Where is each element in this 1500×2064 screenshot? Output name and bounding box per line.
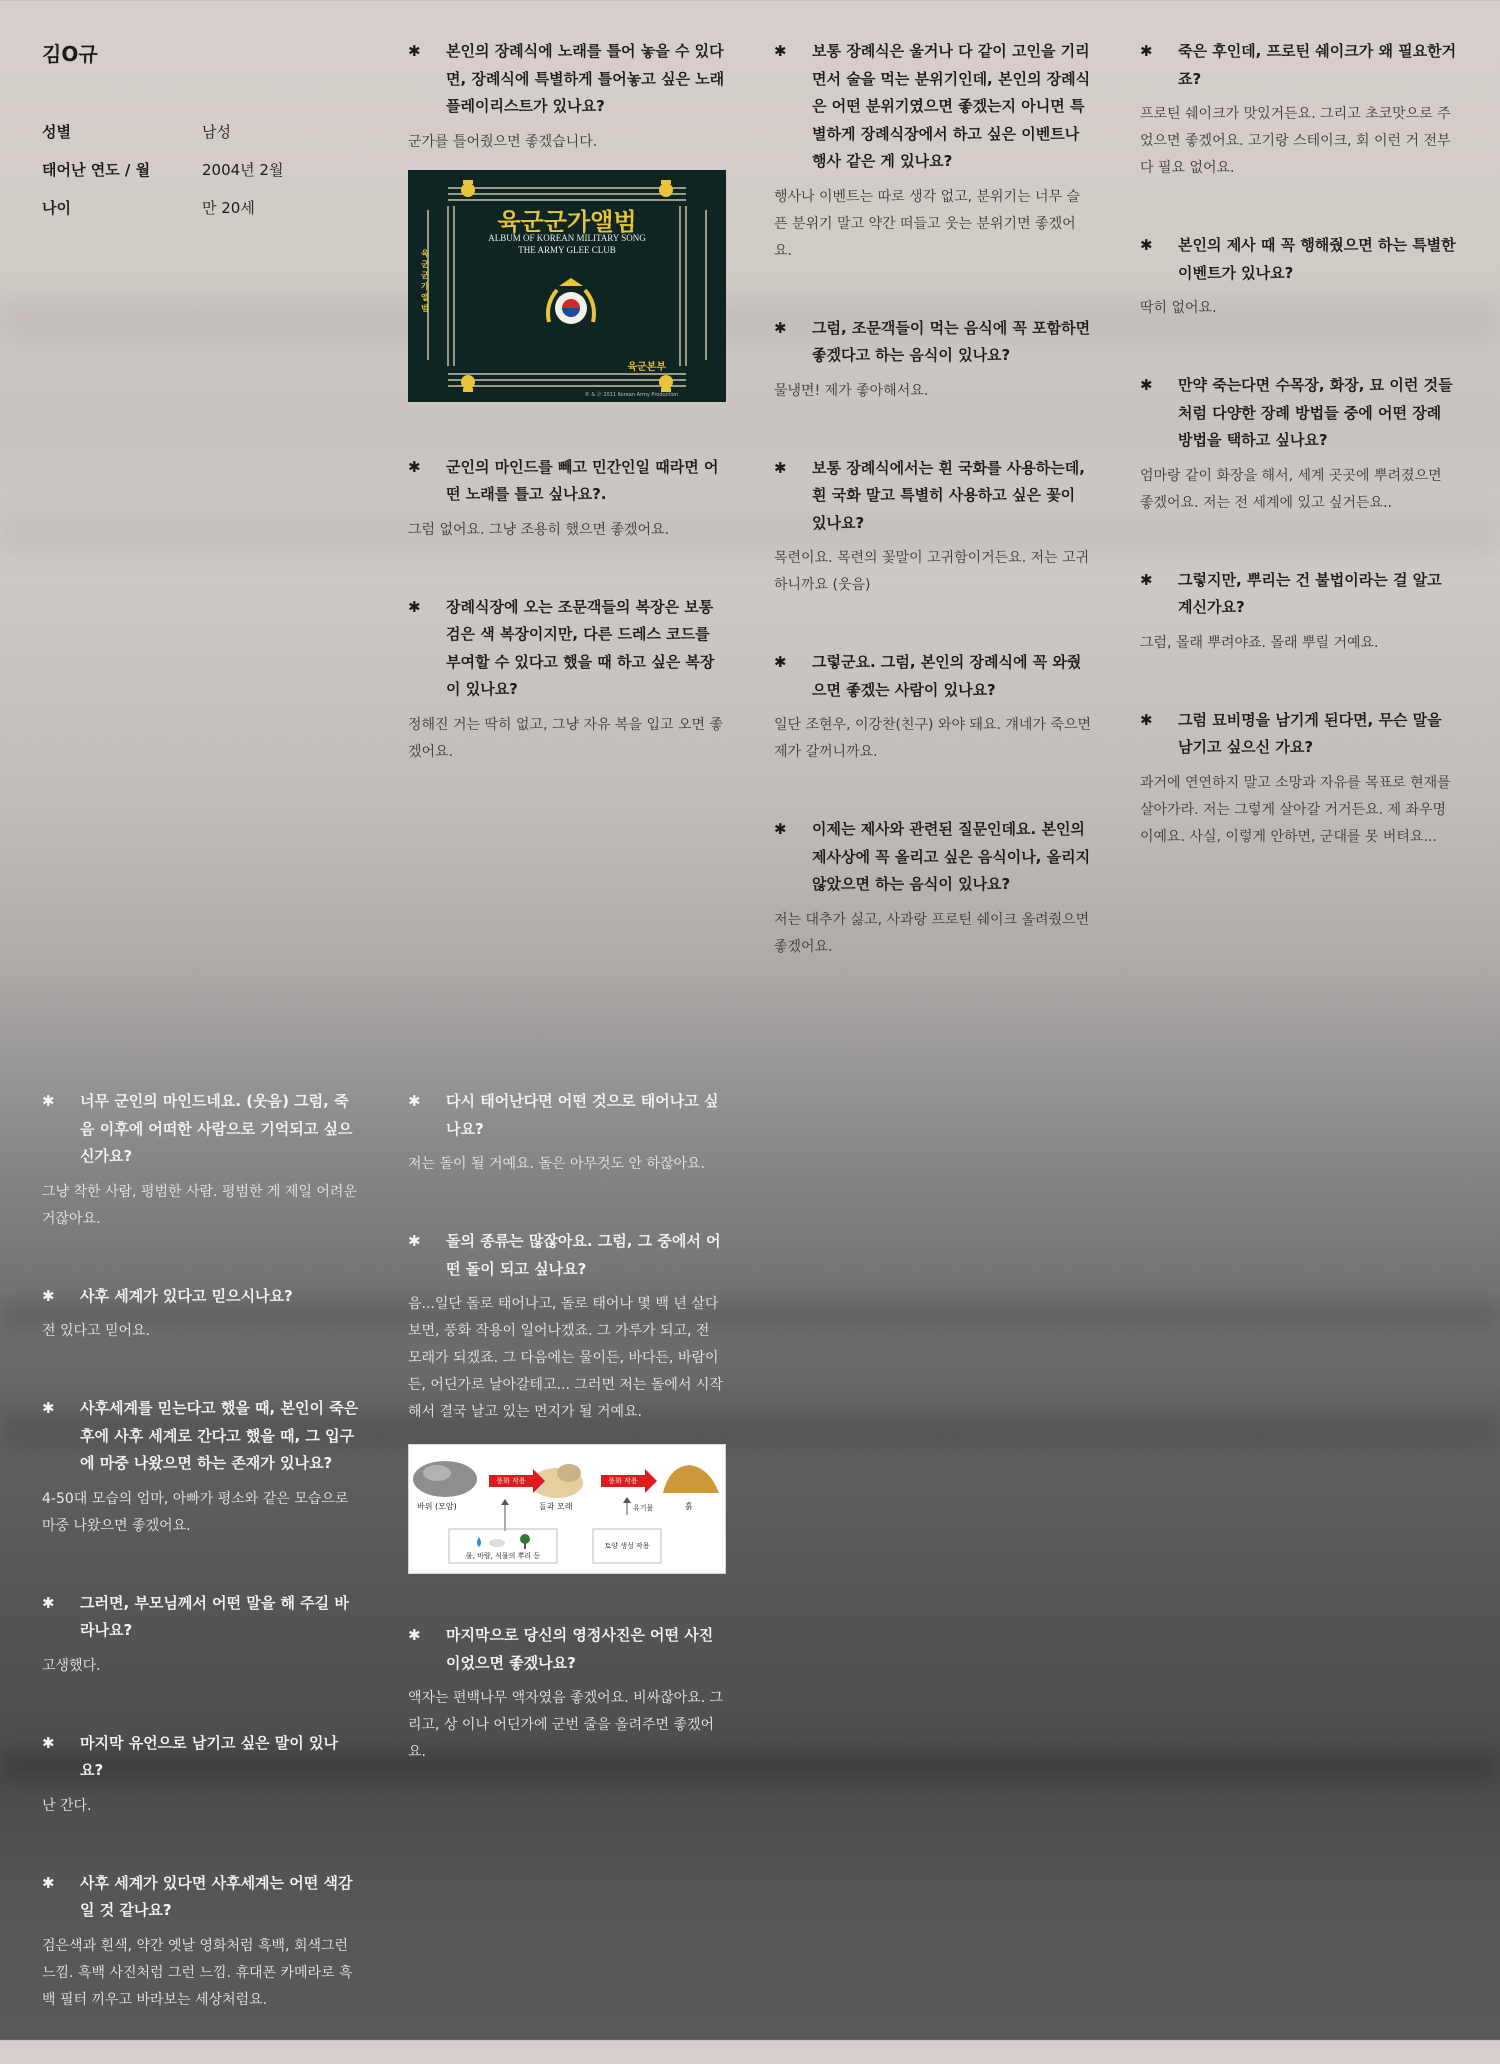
qa-bottom-column-1 [42,1088,360,2064]
album-subtitle-line: ALBUM OF KOREAN MILITARY SONG [488,232,646,243]
album-title: 육군군가앨범 [497,207,637,236]
qa-column-2 [408,38,726,816]
star-icon: ✱ [408,1626,421,1644]
qa-item [774,315,1092,405]
star-icon: ✱ [774,820,787,838]
album-cover-image [408,170,726,402]
qa-item [42,1870,360,2014]
answer: 그럼, 몰래 뿌려야죠. 몰래 뿌릴 거예요. [1140,634,1379,651]
info-value: 2004년 2월 [202,161,284,179]
profile-section [42,38,360,227]
question: ✱ 사후 세계가 있다고 믿으시나요? [42,1283,360,1311]
qa-item [408,594,726,766]
diagram-soil-label: 흙 [685,1502,693,1511]
star-icon: ✱ [408,1092,421,1110]
question: ✱ 보통 장례식은 울거나 다 같이 고인을 기리면서 술을 먹는 분위기인데, 본인의 장례식은 어떤 분위기였으면 좋겠는지 아니면 특별하게 장례식장에서 하고 싶은 이벤트나 행사 같은 게 있나요? [774,38,1092,176]
star-icon: ✱ [774,318,787,337]
question: ✱ 본인의 제사 때 꼭 행해줬으면 하는 특별한 이벤트가 있나요? [1140,232,1458,287]
qa-item [408,1088,726,1178]
star-icon: ✱ [1140,42,1153,60]
qa-item [774,649,1092,766]
qa-item [408,1228,726,1426]
qa-item [774,455,1092,600]
answer: 음...일단 돌로 태어나고, 돌로 태어나 몇 백 년 살다 보면, 풍화 작용이 일어나겠죠. 그 가루가 되고, 전 모래가 되겠죠. 그 다음에는 물이든, 바다든, 바람이든, 어딘가로 날아갈테고... 그러면 저는 돌에서 시작해서 결국 날고 있는 먼지가 될 거예요. [408,1296,723,1420]
answer: 4-50대 모습의 엄마, 아빠가 평소와 같은 모습으로 마중 나왔으면 좋겠어요. [42,1490,349,1534]
question: ✱ 장례식장에 오는 조문객들의 복장은 보통 검은 색 복장이지만, 다른 드레스 코드를 부여할 수 있다고 했을 때 하고 싶은 복장이 있나요? [408,594,726,704]
star-icon: ✱ [774,458,787,477]
diagram-arrow2-label: 풍화 작용 [608,1477,638,1485]
album-subtitle-line: THE ARMY GLEE CLUB [518,244,616,255]
question: ✱ 그렇지만, 뿌리는 건 불법이라는 걸 알고 계신가요? [1140,567,1458,622]
star-icon: ✱ [408,597,421,616]
star-icon: ✱ [408,42,421,60]
profile-info [42,113,360,227]
info-label: 나이 [42,199,71,217]
qa-item [1140,707,1458,851]
star-icon: ✱ [42,1593,55,1612]
answer: 고생했다. [42,1657,101,1674]
star-icon: ✱ [408,457,421,476]
answer: 그럼 없어요. 그냥 조용히 했으면 좋겠어요. [408,521,670,538]
info-label: 태어난 연도 / 월 [42,161,151,179]
qa-item [42,1730,360,1820]
question: ✱ 사후 세계가 있다면 사후세계는 어떤 색감일 것 같나요? [42,1870,360,1925]
answer: 목련이요. 목련의 꽃말이 고귀함이거든요. 저는 고귀하니까요 (웃음) [774,550,1090,593]
qa-item [774,38,1092,265]
album-publisher: 육군본부 [627,361,666,373]
question: ✱ 돌의 종류는 많잖아요. 그럼, 그 중에서 어떤 돌이 되고 싶나요? [408,1228,726,1283]
weathering-diagram [408,1444,726,1574]
qa-item [42,1088,360,1233]
question: ✱ 마지막 유언으로 남기고 싶은 말이 있나요? [42,1730,360,1785]
star-icon: ✱ [42,1092,55,1110]
qa-bottom-column-2 [408,1088,726,1816]
album-subtitle [408,232,726,256]
info-row-gender [42,113,360,151]
star-icon: ✱ [408,1232,421,1250]
answer: 군가를 틀어줬으면 좋겠습니다. [408,133,598,150]
question: ✱ 다시 태어난다면 어떤 것으로 태어나고 싶나요? [408,1088,726,1143]
qa-item [774,816,1092,961]
question: ✱ 그럼, 조문객들이 먹는 음식에 꼭 포함하면 좋겠다고 하는 음식이 있나요? [774,315,1092,370]
info-row-birth [42,151,360,189]
answer: 일단 조현우, 이강찬(친구) 와야 돼요. 걔네가 죽으면 제가 갈꺼니까요. [774,717,1092,760]
diagram-arrow1-label: 풍화 작용 [496,1477,526,1485]
answer: 액자는 편백나무 액자였음 좋겠어요. 비싸잖아요. 그리고, 상 이나 어딘가에 군번 줄을 올려주면 좋겠어요. [408,1690,724,1760]
qa-item [1140,232,1458,322]
star-icon: ✱ [774,42,787,60]
qa-item [408,1622,726,1766]
question: ✱ 그럼 묘비명을 남기게 된다면, 무슨 말을 남기고 싶으신 가요? [1140,707,1458,762]
qa-item [1140,567,1458,657]
diagram-rock-label: 바위 (모암) [417,1502,457,1511]
info-value: 만 20세 [202,199,255,217]
question: ✱ 그러면, 부모님께서 어떤 말을 해 주길 바라나요? [42,1590,360,1645]
qa-item [1140,38,1458,182]
qa-item [42,1283,360,1346]
qa-column-4 [1140,38,1458,901]
qa-item [1140,372,1458,517]
qa-item [42,1590,360,1680]
answer: 정해진 거는 딱히 없고, 그냥 자유 복을 입고 오면 좋겠어요. [408,716,723,760]
answer: 행사나 이벤트는 따로 생각 없고, 분위기는 너무 슬픈 분위기 말고 약간 떠들고 웃는 분위기면 좋겠어요. [774,188,1081,259]
answer: 물냉면! 제가 좋아해서요. [774,382,929,399]
star-icon: ✱ [42,1286,55,1305]
album-footer: © & ⓟ 2011 Korean Army Production [584,391,678,398]
star-icon: ✱ [774,653,787,671]
info-label: 성별 [42,123,71,141]
question: ✱ 사후세계를 믿는다고 했을 때, 본인이 죽은 후에 사후 세계로 간다고 했을 때, 그 입구에 마중 나왔으면 하는 존재가 있나요? [42,1395,360,1478]
album-side-text: 육군군가앨범 [421,248,429,313]
info-value: 남성 [202,123,231,141]
answer: 저는 대추가 싫고, 사과랑 프로틴 쉐이크 올려줬으면 좋겠어요. [774,911,1090,955]
star-icon: ✱ [1140,236,1153,254]
star-icon: ✱ [1140,570,1153,589]
person-name: 김O규 [42,42,98,66]
star-icon: ✱ [1140,376,1153,394]
star-icon: ✱ [1140,710,1153,729]
answer: 검은색과 흰색, 약간 옛날 영화처럼 흑백, 회색그런 느낌. 흑백 사진처럼 그런 느낌. 휴대폰 카메라로 흑백 필터 끼우고 바라보는 세상처럼요. [42,1937,353,2008]
answer: 전 있다고 믿어요. [42,1323,151,1339]
answer: 과거에 연연하지 말고 소망과 자유를 목표로 현재를 살아가라. 저는 그렇게 살아갈 거거든요. 제 좌우명이예요. 사실, 이렇게 안하면, 군대를 못 버텨요... [1140,774,1451,845]
qa-item [408,38,726,156]
diagram-organic-label: 유기물 [633,1504,654,1512]
qa-column-3 [774,38,1092,1011]
question: ✱ 너무 군인의 마인드네요. (웃음) 그럼, 죽음 이후에 어떠한 사람으로 기억되고 싶으신가요? [42,1088,360,1171]
question: ✱ 그렇군요. 그럼, 본인의 장례식에 꼭 와줬으면 좋겠는 사람이 있나요? [774,649,1092,704]
question: ✱ 죽은 후인데, 프로틴 쉐이크가 왜 필요한거죠? [1140,38,1458,93]
answer: 난 간다. [42,1797,92,1814]
question: ✱ 보통 장례식에서는 흰 국화를 사용하는데, 흰 국화 말고 특별히 사용하고 싶은 꽃이 있나요? [774,455,1092,538]
answer: 프로틴 쉐이크가 맛있거든요. 그리고 초코맛으로 주었으면 좋겠어요. 고기랑 스테이크, 회 이런 거 전부 다 필요 없어요. [1140,106,1451,176]
answer: 딱히 없어요. [1140,300,1217,316]
question: ✱ 군인의 마인드를 빼고 민간인일 때라면 어떤 노래를 틀고 싶나요?. [408,454,726,509]
question: ✱ 본인의 장례식에 노래를 틀어 놓을 수 있다면, 장례식에 특별하게 틀어놓고 싶은 노래 플레이리스트가 있나요? [408,38,726,121]
question: ✱ 마지막으로 당신의 영정사진은 어떤 사진이었으면 좋겠나요? [408,1622,726,1677]
answer: 엄마랑 같이 화장을 해서, 세계 곳곳에 뿌려졌으면 좋겠어요. 저는 전 세계에 있고 싶거든요.. [1140,467,1442,511]
qa-item [42,1395,360,1540]
question: ✱ 만약 죽는다면 수목장, 화장, 묘 이런 것들처럼 다양한 장례 방법들 중에 어떤 장례 방법을 택하고 싶나요? [1140,372,1458,455]
info-row-age [42,189,360,227]
question: ✱ 이제는 제사와 관련된 질문인데요. 본인의 제사상에 꼭 올리고 싶은 음식이나, 올리지 않았으면 하는 음식이 있나요? [774,816,1092,899]
star-icon: ✱ [42,1733,55,1752]
star-icon: ✱ [42,1873,55,1892]
diagram-sand-label: 돌과 모래 [539,1502,573,1511]
diagram-box2-label: 토양 생성 작용 [604,1542,650,1550]
answer: 저는 돌이 될 거예요. 돌은 아무것도 안 하잖아요. [408,1156,706,1172]
diagram-box1-label: 물, 바람, 식물의 뿌리 등 [465,1552,541,1560]
answer: 그냥 착한 사람, 평범한 사람. 평범한 게 제일 어려운 거잖아요. [42,1183,357,1227]
qa-item [408,454,726,544]
star-icon: ✱ [42,1399,55,1417]
